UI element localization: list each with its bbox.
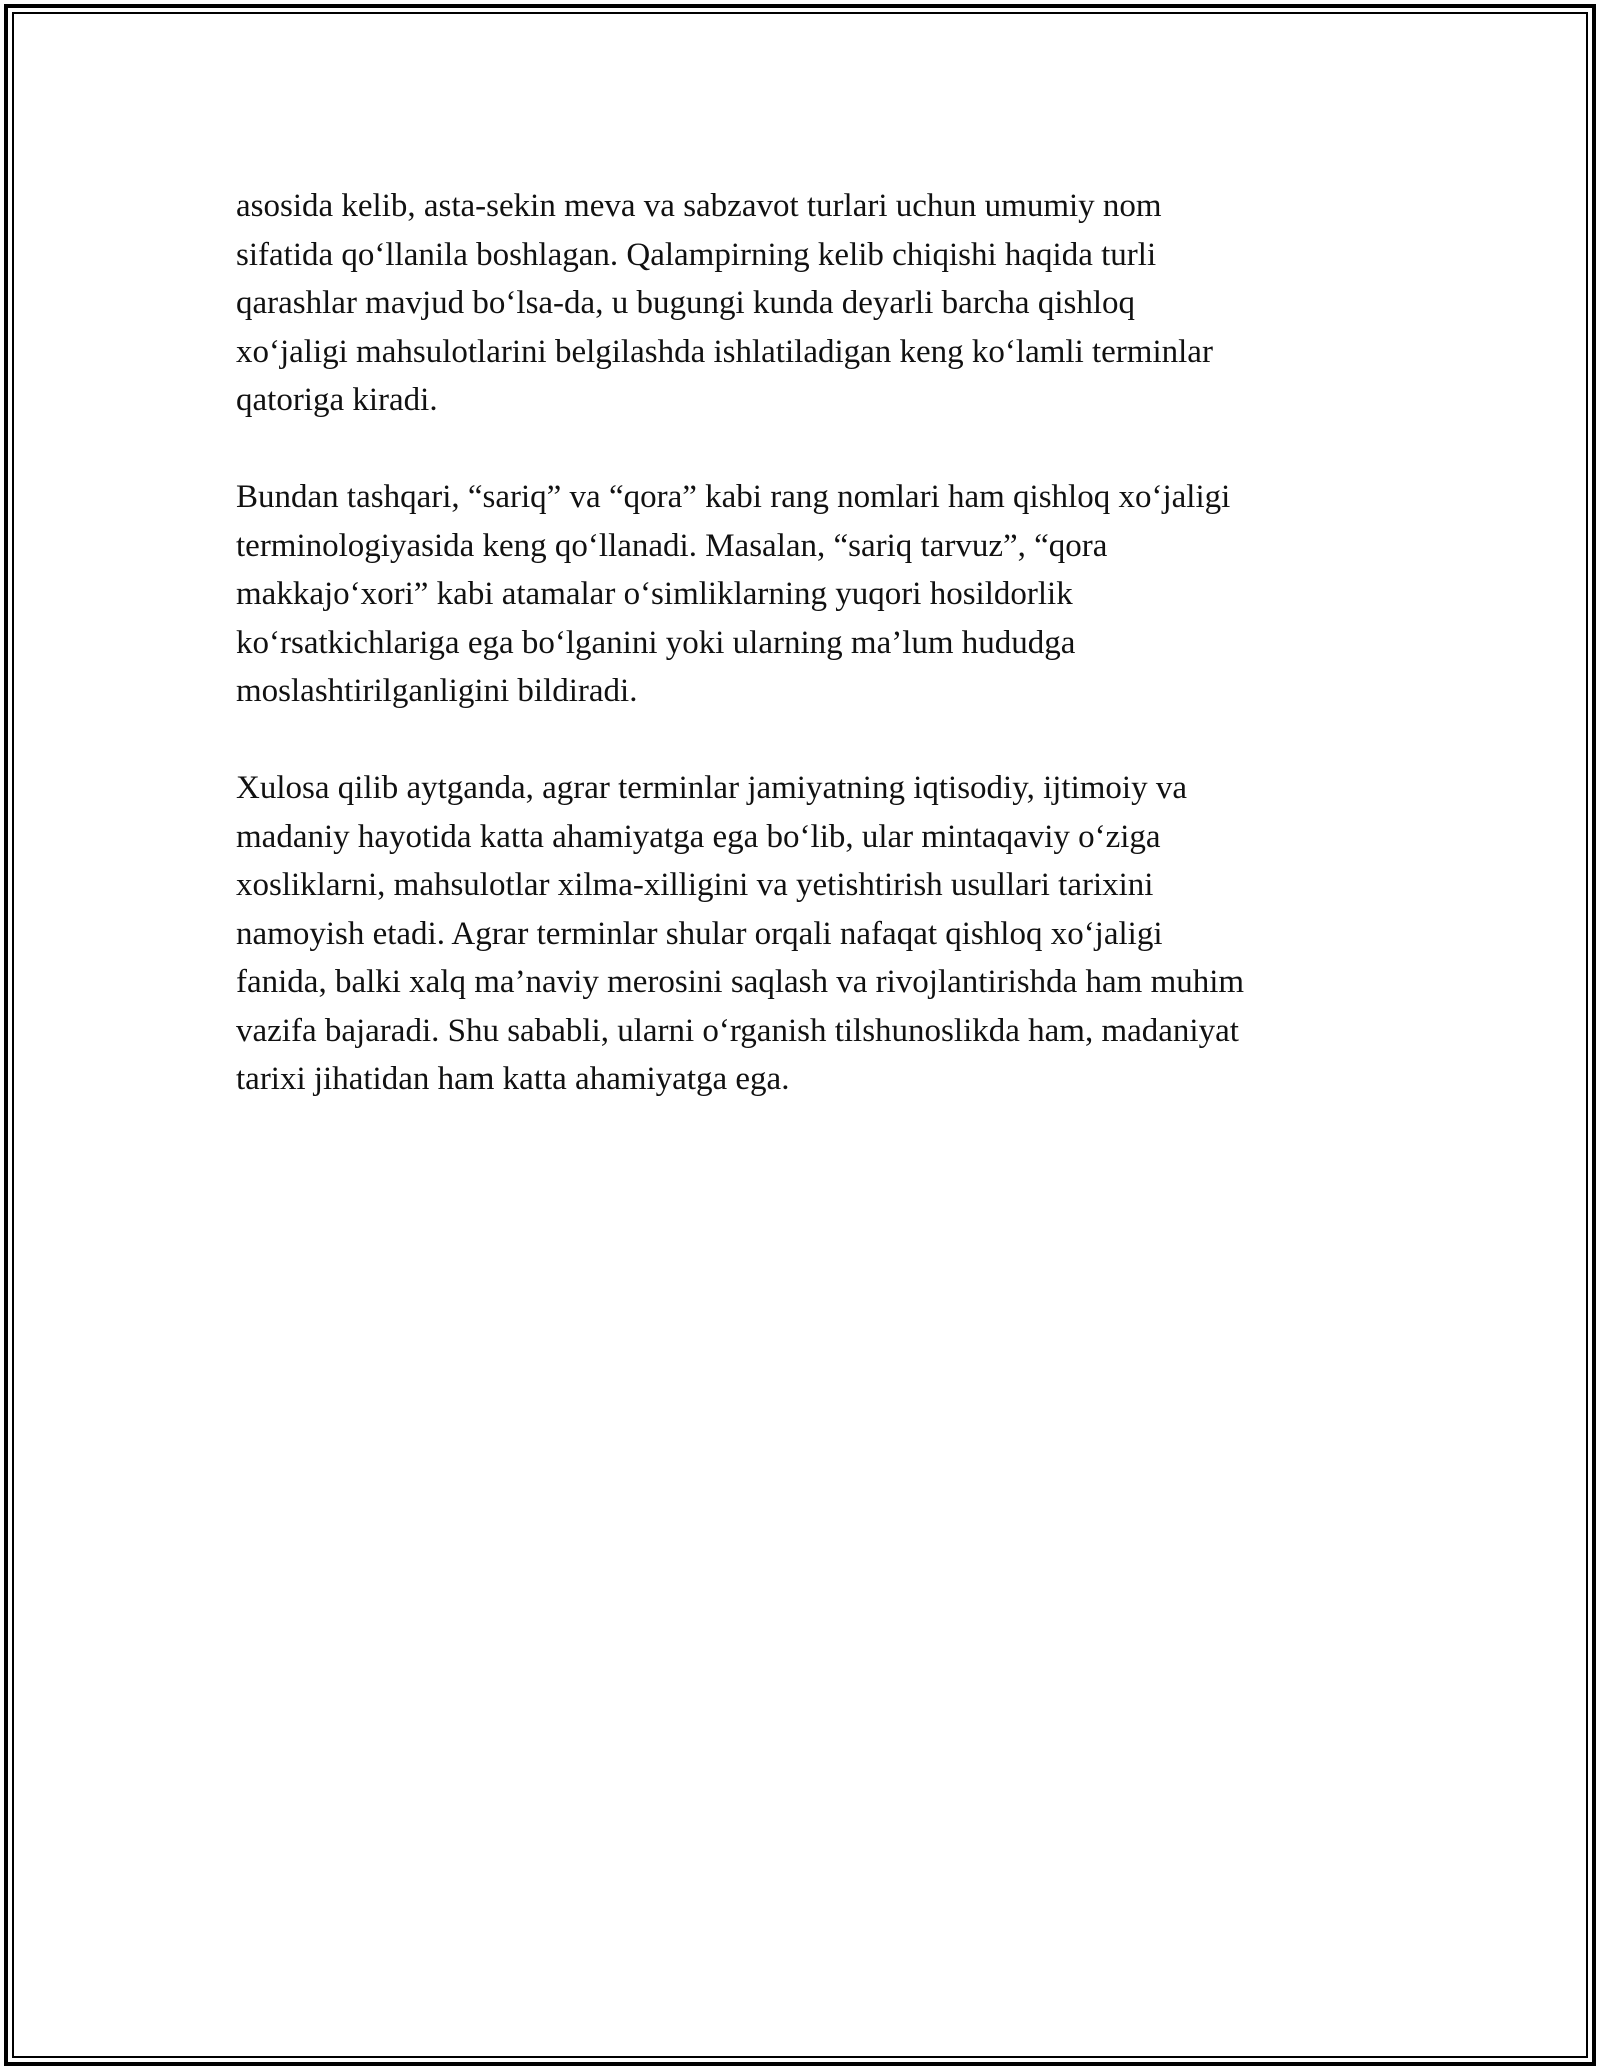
paragraph-1: asosida kelib, asta-sekin meva va sabzavot turlari uchun umumiy nom sifatida qo‘llanila boshlagan. Qalampirning kelib chiqishi haqida turli qarashlar mavjud bo‘lsa-da, u bugungi kunda deyarli barcha qishloq xo‘jaligi mahsulotlarini belgilashda ishlatiladigan keng ko‘lamli terminlar qatoriga kiradi. [236, 188, 1213, 418]
document-body [236, 182, 1376, 1152]
paragraph-2: Bundan tashqari, “sariq” va “qora” kabi rang nomlari ham qishloq xo‘jaligi terminologiyasida keng qo‘llanadi. Masalan, “sariq tarvuz”, “qora makkajo‘xori” kabi atamalar o‘simliklarning yuqori hosildorlik ko‘rsatkichlariga ega bo‘lganini yoki ularning ma’lum hududga moslashtirilganligini bildiradi. [236, 479, 1231, 709]
paragraph-3: Xulosa qilib aytganda, agrar terminlar jamiyatning iqtisodiy, ijtimoiy va madaniy hayotida katta ahamiyatga ega bo‘lib, ular mintaqaviy o‘ziga xosliklarni, mahsulotlar xilma-xilligini va yetishtirish usullari tarixini namoyish etadi. Agrar terminlar shular orqali nafaqat qishloq xo‘jaligi fanida, balki xalq ma’naviy merosini saqlash va rivojlantirishda ham muhim vazifa bajaradi. Shu sababli, ularni o‘rganish tilshunoslikda ham, madaniyat tarixi jihatidan ham katta ahamiyatga ega. [236, 770, 1245, 1097]
